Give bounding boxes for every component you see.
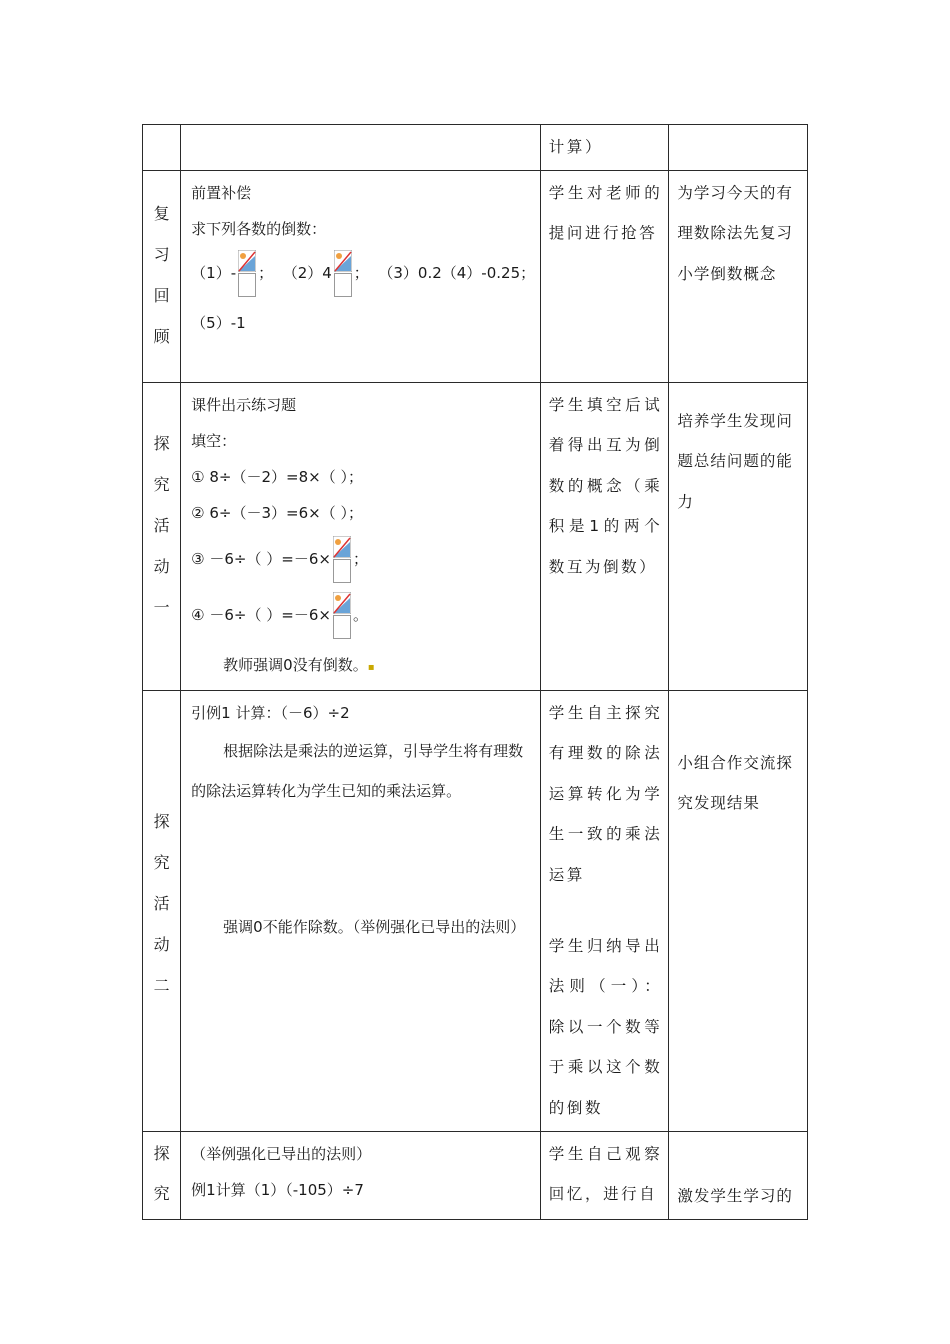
content-line: ② 6÷（－3）=6×（ ）；	[191, 503, 363, 522]
content-line: 引例1 计算：（－6）÷2	[191, 703, 350, 722]
design-intent-text: 激发学生学习的	[677, 1186, 793, 1205]
stage-char: 活	[153, 893, 170, 913]
table-row	[143, 170, 808, 382]
fraction-image	[333, 592, 351, 638]
table-row	[143, 1131, 808, 1219]
content-line: 前置补偿	[191, 183, 252, 202]
stage-char: 一	[153, 597, 170, 617]
design-intent-text: 为学习今天的有理数除法先复习小学倒数概念	[677, 183, 793, 283]
content-text: （2）4	[282, 263, 332, 282]
content-line: ① 8÷（－2）=8×（ ）；	[191, 467, 363, 486]
stage-cell	[143, 382, 181, 690]
stage-char: 动	[153, 934, 170, 954]
stage-char: 二	[153, 975, 170, 995]
content-paragraph: 根据除法是乘法的逆运算，引导学生将有理数的除法运算转化为学生已知的乘法运算。	[191, 741, 524, 800]
lesson-plan-table	[142, 124, 808, 1220]
fraction-image	[238, 250, 256, 296]
content-text: （1）-	[191, 263, 237, 282]
content-cell	[181, 125, 541, 171]
student-cell	[540, 382, 669, 690]
stage-char: 顾	[153, 326, 170, 346]
content-text: ③ －6÷（ ）=－6×	[191, 549, 331, 568]
student-cell	[540, 690, 669, 1131]
content-cell	[181, 382, 541, 690]
student-activity-text: 学生对老师的提问进行抢答	[548, 183, 663, 243]
stage-char: 复	[153, 203, 170, 223]
stage-cell	[143, 170, 181, 382]
goal-cell	[669, 690, 808, 1131]
goal-cell	[669, 1131, 808, 1219]
content-line: （举例强化已导出的法则）	[191, 1144, 372, 1163]
design-intent-text: 小组合作交流探究发现结果	[677, 753, 793, 813]
content-line: 例1计算（1）（-105）÷7	[191, 1180, 364, 1199]
stage-char: 动	[153, 556, 170, 576]
student-cell	[540, 125, 669, 171]
design-intent-text: 培养学生发现问题总结问题的能力	[677, 411, 793, 511]
content-line: 求下列各数的倒数：	[191, 219, 327, 238]
student-activity-text: 计算）	[548, 138, 604, 156]
student-activity-text: 学生自主探究有理数的除法运算转化为学生一致的乘法运算	[548, 703, 663, 884]
stage-cell	[143, 125, 181, 171]
content-paragraph: 强调0不能作除数。（举例强化已导出的法则）	[223, 917, 526, 936]
stage-char: 究	[153, 1183, 170, 1203]
fraction-image	[334, 250, 352, 296]
content-line: 教师强调0没有倒数。	[223, 655, 368, 674]
fraction-image	[333, 536, 351, 582]
stage-cell	[143, 1131, 181, 1219]
stage-char: 究	[153, 852, 170, 872]
content-text: 。	[352, 605, 368, 624]
stage-char: 活	[153, 515, 170, 535]
content-text: ；	[353, 263, 369, 282]
student-activity-text: 学生自己观察回忆，进行自	[548, 1144, 663, 1204]
content-text: ；	[352, 549, 368, 568]
table-row	[143, 382, 808, 690]
content-cell	[181, 690, 541, 1131]
content-line: 课件出示练习题	[191, 395, 297, 414]
stage-char: 探	[153, 1143, 170, 1163]
stage-char: 回	[153, 285, 170, 305]
stage-char: 习	[153, 244, 170, 264]
student-cell	[540, 170, 669, 382]
student-activity-text: 学生归纳导出法则（一）：除以一个数等于乘以这个数的倒数	[548, 936, 663, 1117]
stage-char: 探	[153, 811, 170, 831]
goal-cell	[669, 170, 808, 382]
stage-cell	[143, 690, 181, 1131]
student-activity-text: 学生填空后试着得出互为倒数的概念（乘积是1的两个数互为倒数）	[548, 395, 663, 576]
stage-char: 探	[153, 433, 170, 453]
content-cell	[181, 170, 541, 382]
content-line: （5）-1	[191, 313, 246, 332]
student-cell	[540, 1131, 669, 1219]
table-row	[143, 125, 808, 171]
content-cell	[181, 1131, 541, 1219]
goal-cell	[669, 125, 808, 171]
table-row	[143, 690, 808, 1131]
content-text: ；	[258, 263, 274, 282]
content-line: 填空：	[191, 431, 237, 450]
goal-cell	[669, 382, 808, 690]
content-text: ④ －6÷（ ）=－6×	[191, 605, 331, 624]
content-text: （3）0.2（4）-0.25；	[378, 263, 536, 282]
stage-char: 究	[153, 474, 170, 494]
editor-mark: ▪	[367, 661, 375, 673]
